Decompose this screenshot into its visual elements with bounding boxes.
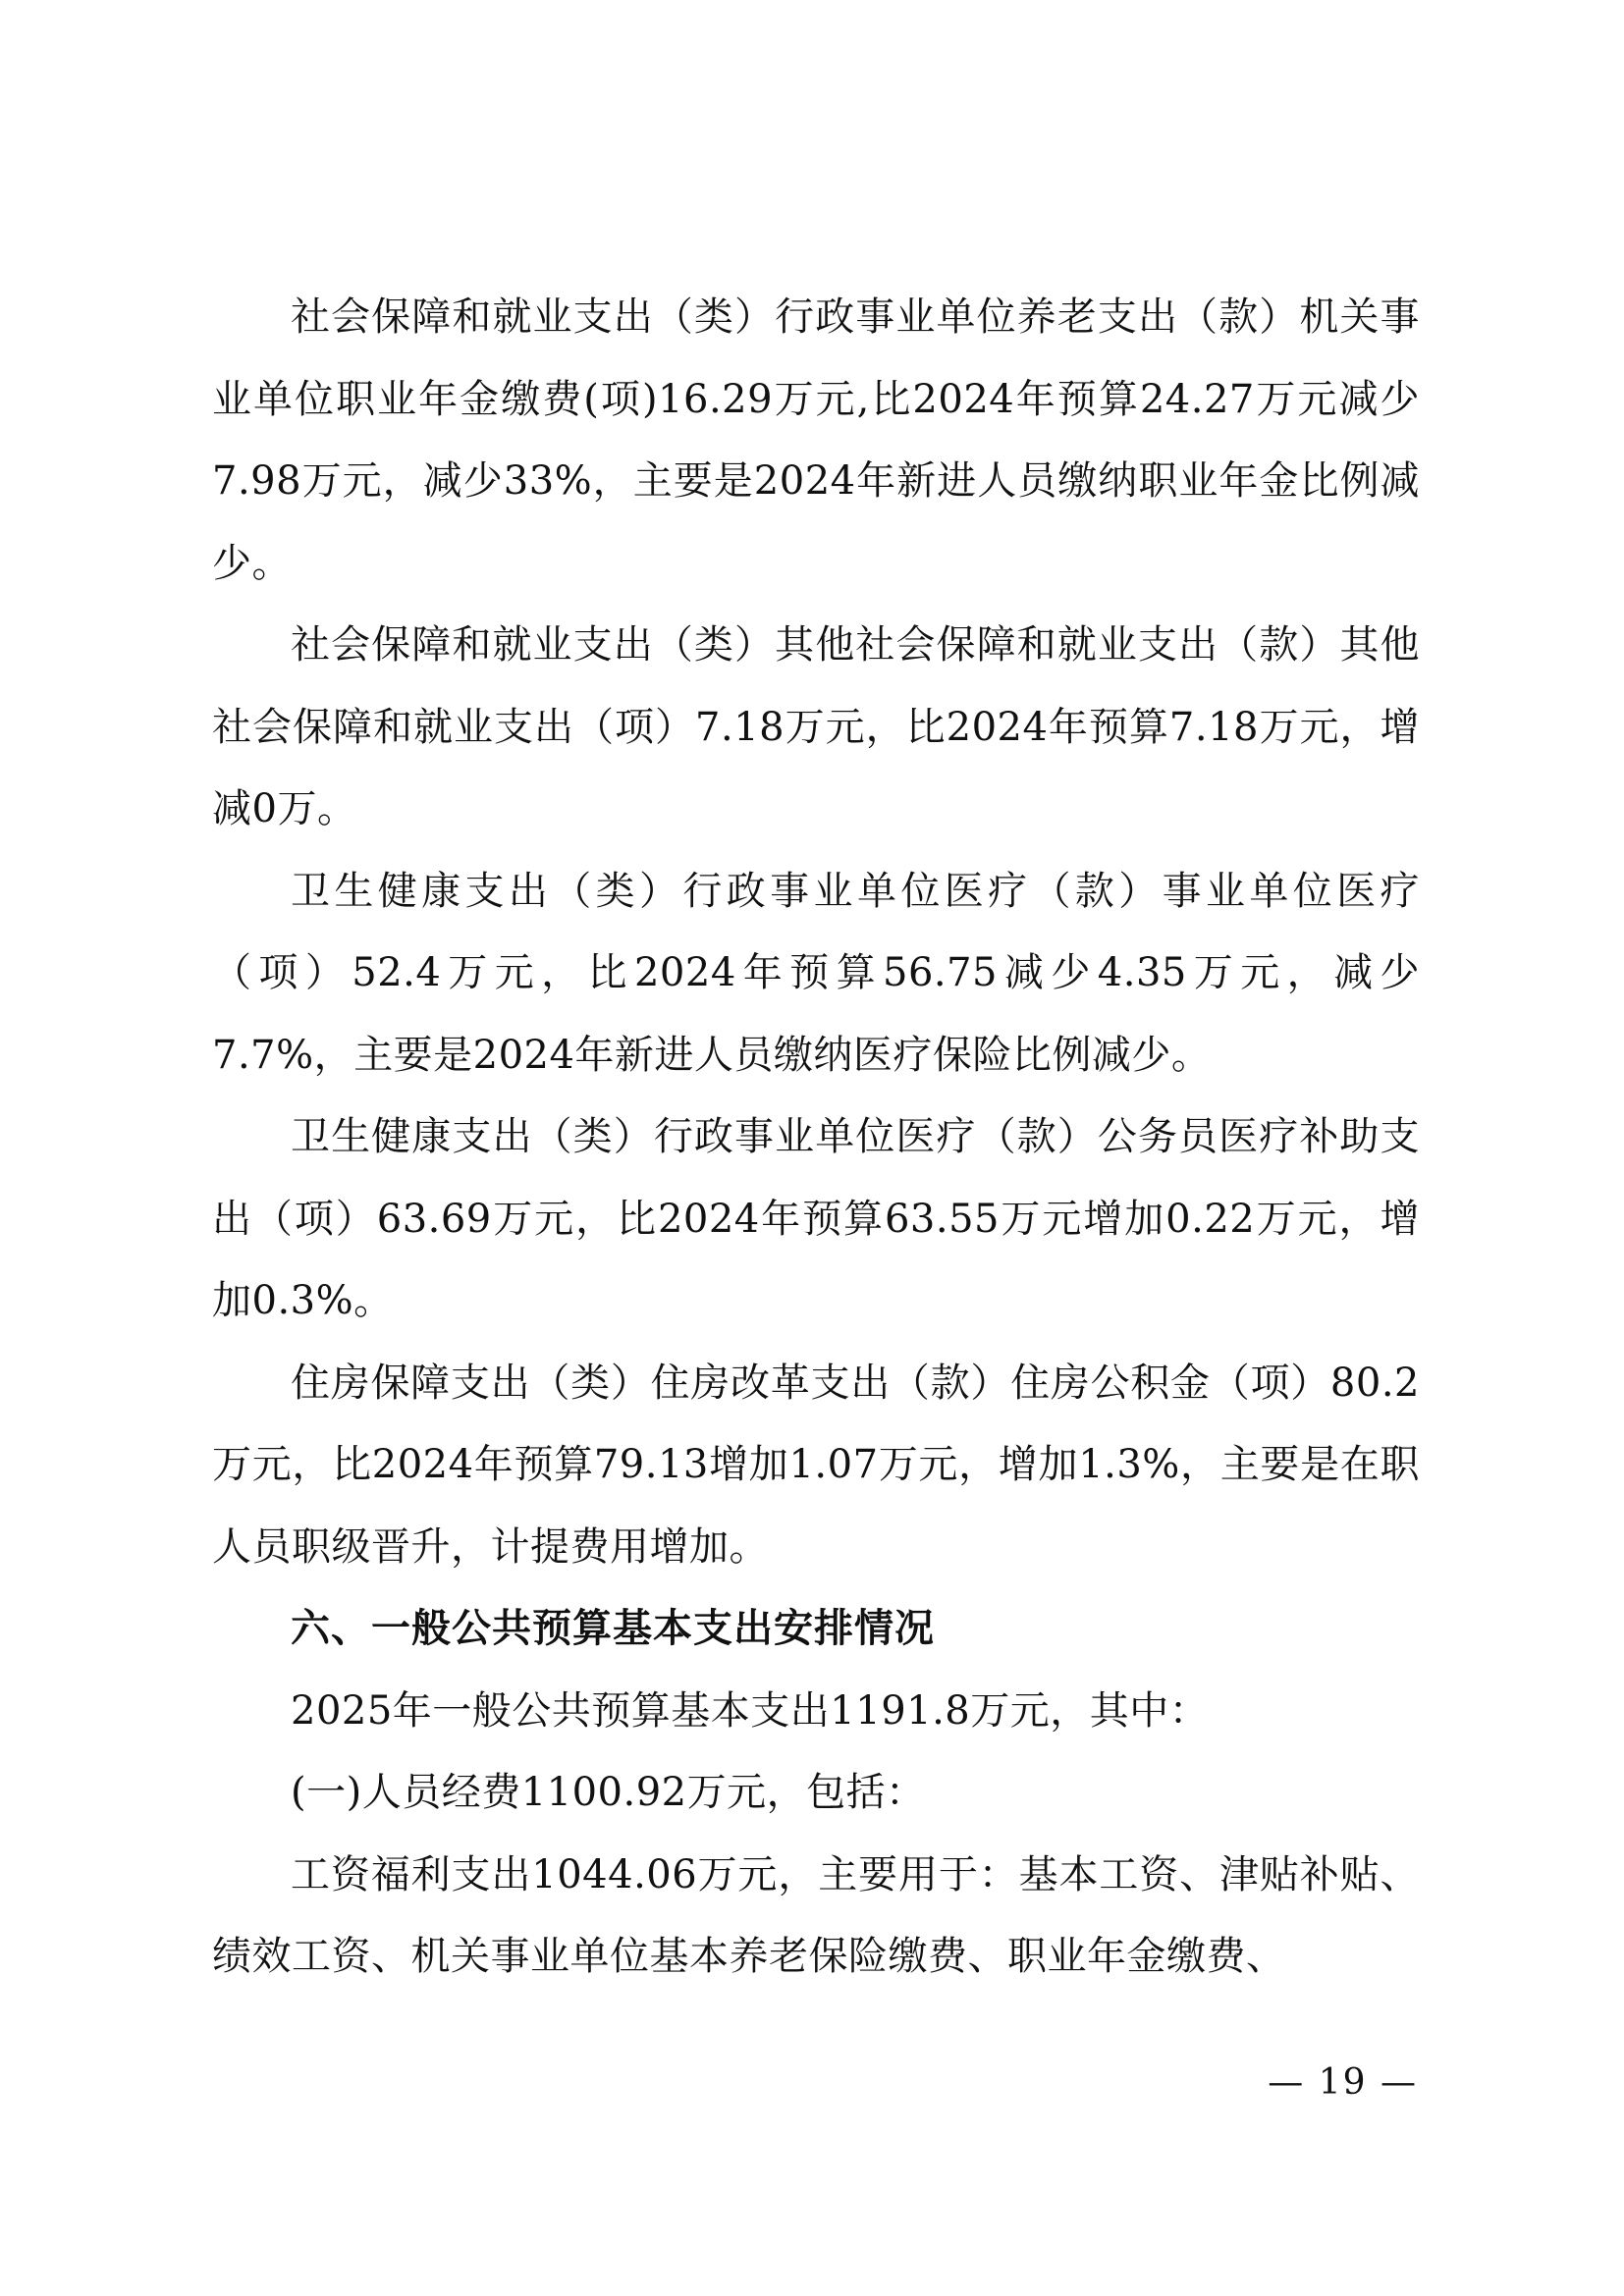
paragraph-other-social-security: 社会保障和就业支出（类）其他社会保障和就业支出（款）其他社会保障和就业支出（项）7.18万元，比2024年预算7.18万元，增减0万。 [212, 622, 1420, 831]
section-heading-basic-expenditure: 六、一般公共预算基本支出安排情况 [291, 1606, 935, 1651]
paragraph-pension-annuity: 社会保障和就业支出（类）行政事业单位养老支出（款）机关事业单位职业年金缴费(项)16.29万元,比2024年预算24.27万元减少7.98万元，减少33%，主要是2024年新进人员缴纳职业年金比例减少。 [212, 294, 1420, 586]
paragraph-personnel-expenses: (一)人员经费1100.92万元，包括： [291, 1770, 926, 1815]
paragraph-civil-servant-medical: 卫生健康支出（类）行政事业单位医疗（款）公务员医疗补助支出（项）63.69万元，比2024年预算63.55万元增加0.22万元，增加0.3%。 [212, 1114, 1420, 1323]
body-text [212, 277, 1420, 1999]
paragraph-wage-welfare: 工资福利支出1044.06万元，主要用于：基本工资、津贴补贴、绩效工资、机关事业单位基本养老保险缴费、职业年金缴费、 [212, 1851, 1420, 1979]
paragraph-housing-fund: 住房保障支出（类）住房改革支出（款）住房公积金（项）80.2万元，比2024年预算79.13增加1.07万元，增加1.3%，主要是在职人员职级晋升，计提费用增加。 [212, 1360, 1420, 1570]
paragraph-basic-expenditure-total: 2025年一般公共预算基本支出1191.8万元，其中： [291, 1687, 1210, 1734]
page-number: — 19 — [1268, 2062, 1418, 2103]
paragraph-public-institution-medical: 卫生健康支出（类）行政事业单位医疗（款）事业单位医疗（项）52.4万元，比2024年预算56.75减少4.35万元，减少7.7%，主要是2024年新进人员缴纳医疗保险比例减少。 [212, 868, 1420, 1078]
